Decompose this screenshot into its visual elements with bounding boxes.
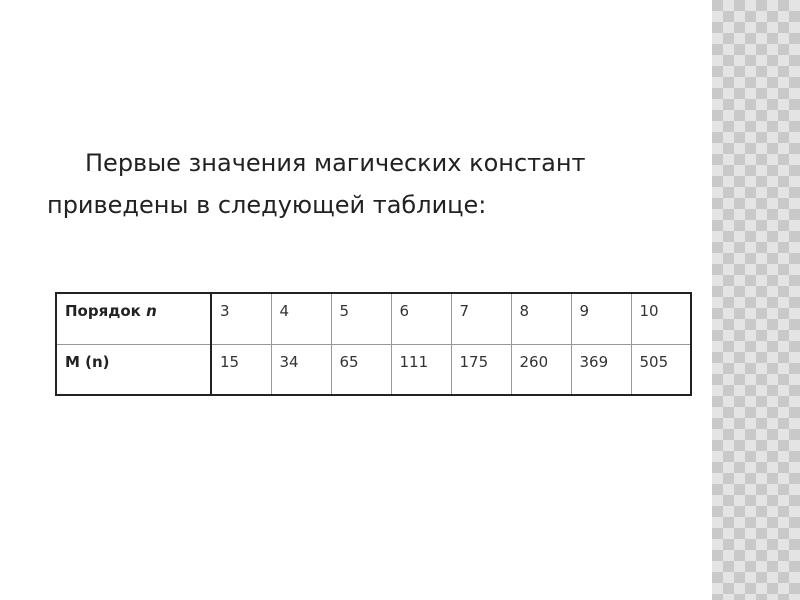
order-cell: 9 xyxy=(571,293,631,344)
body-paragraph xyxy=(47,142,687,226)
order-cell: 7 xyxy=(451,293,511,344)
decorative-side-panel xyxy=(712,0,800,600)
constant-cell: 65 xyxy=(331,344,391,395)
constant-cell: 175 xyxy=(451,344,511,395)
paragraph-line-2: приведены в следующей таблице: xyxy=(47,191,487,219)
constant-cell: 505 xyxy=(631,344,691,395)
table-row-constant xyxy=(56,344,691,395)
row-header-order xyxy=(56,293,211,344)
order-cell: 4 xyxy=(271,293,331,344)
table-row-order xyxy=(56,293,691,344)
order-cell: 5 xyxy=(331,293,391,344)
order-cell: 6 xyxy=(391,293,451,344)
order-cell: 8 xyxy=(511,293,571,344)
constant-cell: 34 xyxy=(271,344,331,395)
constant-cell: 369 xyxy=(571,344,631,395)
order-cell: 10 xyxy=(631,293,691,344)
row-header-constant: M (n) xyxy=(56,344,211,395)
paragraph-line-1: Первые значения магических констант xyxy=(85,149,586,177)
row-header-order-var: n xyxy=(146,302,157,320)
constant-cell: 111 xyxy=(391,344,451,395)
row-header-order-label: Порядок xyxy=(65,302,141,320)
constant-cell: 15 xyxy=(211,344,271,395)
magic-constants-table xyxy=(55,292,692,396)
order-cell: 3 xyxy=(211,293,271,344)
constant-cell: 260 xyxy=(511,344,571,395)
